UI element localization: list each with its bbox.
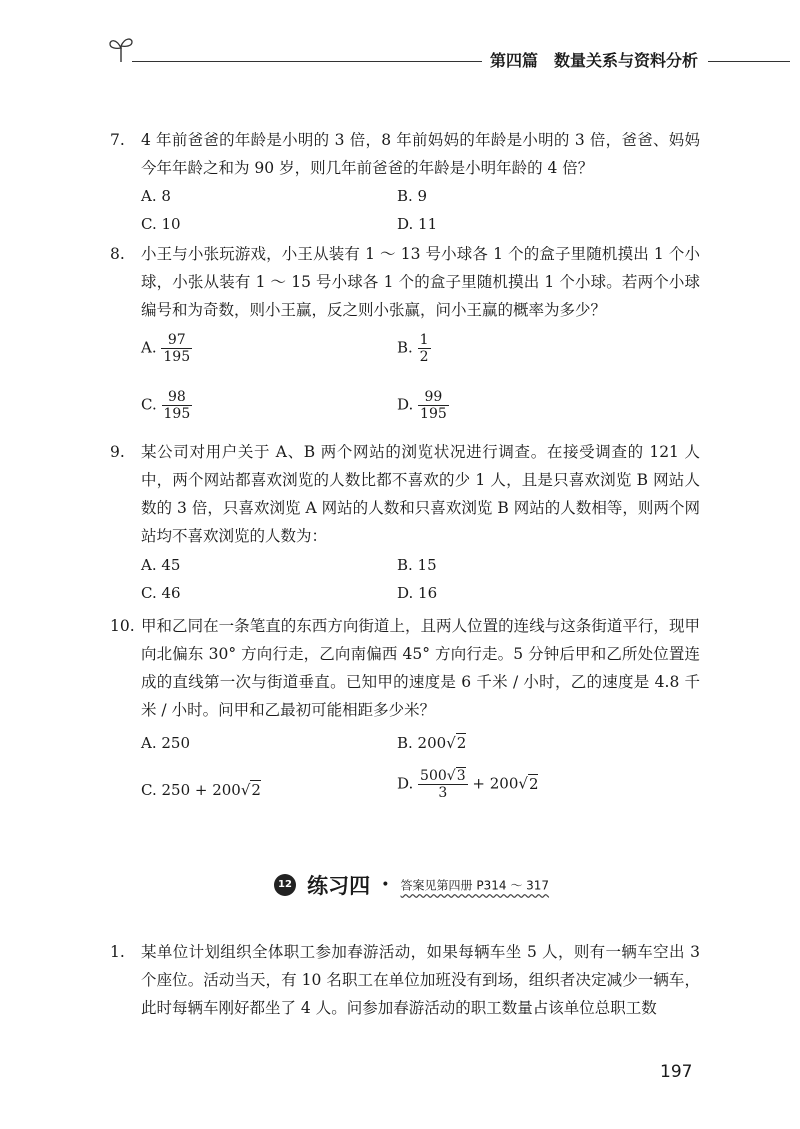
denominator: 195 (163, 349, 191, 365)
option-prefix: B. 200 (397, 734, 447, 752)
option-prefix: C. (141, 395, 157, 414)
section-separator: • (381, 877, 390, 893)
sprout-icon (108, 34, 134, 64)
question-text: 4 年前爸爸的年龄是小明的 3 倍，8 年前妈妈的年龄是小明的 3 倍，爸爸、妈妈今年年龄之和为 90 岁，则几年前爸爸的年龄是小明年龄的 4 倍？ (141, 131, 700, 177)
radicand: 2 (251, 781, 261, 799)
question-text: 甲和乙同在一条笔直的东西方向街道上，且两人位置的连线与这条街道平行，现甲向北偏东 30° 方向行走，乙向南偏西 45° 方向行走。5 分钟后甲和乙所处位置连成的直线第一次与街道垂直。已知甲的速度是 6 千米 / 小时，乙的速度是 4.8 千米 / 小时。问甲和乙最初可能相距多少米？ (141, 617, 700, 719)
fraction (161, 332, 192, 365)
q8-option-c (141, 389, 192, 422)
question-text: 某公司对用户关于 A、B 两个网站的浏览状况进行调查。在接受调查的 121 人中，两个网站都喜欢浏览的人数比都不喜欢的少 1 人，且是只喜欢浏览 B 网站人数的 3 倍，只喜欢浏览 A 网站的人数和只喜欢浏览 B 网站的人数相等，则两个网站均不喜欢浏览的人数为： (141, 443, 700, 545)
header-rule-left (132, 61, 482, 62)
question-8 (110, 240, 700, 324)
denominator: 195 (163, 406, 191, 422)
fraction (162, 389, 193, 422)
q10-option-a: A. 250 (141, 734, 190, 752)
question-9 (110, 438, 700, 550)
q7-option-b: B. 9 (397, 187, 428, 205)
question-text: 小王与小张玩游戏，小王从装有 1 ～ 13 号小球各 1 个的盒子里随机摸出 1 个小球，小张从装有 1 ～ 15 号小球各 1 个的盒子里随机摸出 1 个小球。若两个小球编号和为奇数，则小王赢，反之则小张赢，问小王赢的概率为多少？ (141, 245, 700, 319)
q9-option-d: D. 16 (397, 584, 438, 602)
page-header-title (490, 48, 698, 71)
header-part: 第四篇 (490, 51, 539, 70)
header-rule-right (708, 61, 790, 62)
q7-option-c: C. 10 (141, 215, 181, 233)
q9-option-b: B. 15 (397, 556, 437, 574)
question-number: 10. (110, 617, 135, 635)
numerator: 500√3 (420, 768, 466, 784)
q8-option-b (397, 332, 431, 365)
numerator: 1 (419, 332, 429, 348)
q9-option-c: C. 46 (141, 584, 181, 602)
option-prefix: B. (397, 338, 413, 357)
page-number: 197 (660, 1062, 693, 1082)
question-text: 某单位计划组织全体职工参加春游活动，如果每辆车坐 5 人，则有一辆车空出 3 个座位。活动当天，有 10 名职工在单位加班没有到场，组织者决定减少一辆车，此时每辆车刚好都坐了 4 人。问参加春游活动的职工数量占该单位总职工数 (141, 943, 700, 1017)
q7-option-d: D. 11 (397, 215, 438, 233)
fraction (418, 332, 431, 365)
question-7 (110, 126, 700, 182)
fraction (418, 768, 468, 801)
numerator: 99 (418, 389, 449, 406)
question-number: 9. (110, 443, 125, 461)
section-heading (274, 870, 549, 900)
fraction (418, 389, 449, 422)
denominator: 2 (419, 349, 429, 365)
radicand: 2 (528, 774, 539, 793)
option-prefix: C. 250 + 200 (141, 781, 241, 799)
q10-option-d: D. $\frac{500√3}{3}$ + 200√2 (397, 768, 539, 801)
question-number: 8. (110, 245, 125, 263)
q8-option-d (397, 389, 449, 422)
q7-option-a: A. 8 (141, 187, 171, 205)
option-prefix: D. (397, 774, 414, 793)
q10-option-c: C. 250 + 200√2 (141, 781, 261, 799)
radicand: 2 (456, 734, 467, 752)
q9-option-a: A. 45 (141, 556, 181, 574)
numerator: 98 (162, 389, 193, 406)
denominator: 195 (420, 406, 447, 422)
section-number-badge: 12 (274, 874, 296, 896)
denominator: 3 (438, 785, 448, 801)
q10-option-b: B. 200√2 (397, 734, 467, 752)
radicand: 3 (456, 768, 466, 784)
section-name: 练习四 (307, 874, 371, 898)
numerator: 97 (161, 332, 192, 349)
option-prefix: D. (397, 395, 414, 414)
exercise-1 (110, 938, 700, 1022)
question-number: 1. (110, 943, 125, 961)
question-10 (110, 612, 700, 724)
header-title-text: 数量关系与资料分析 (554, 51, 699, 70)
option-prefix: A. (141, 338, 157, 357)
answer-reference: 答案见第四册 P314 ～ 317 (400, 878, 550, 893)
question-number: 7. (110, 131, 125, 149)
option-suffix: + 200 (472, 774, 519, 793)
q8-option-a (141, 332, 192, 365)
numerator-coefficient: 500 (420, 768, 447, 784)
